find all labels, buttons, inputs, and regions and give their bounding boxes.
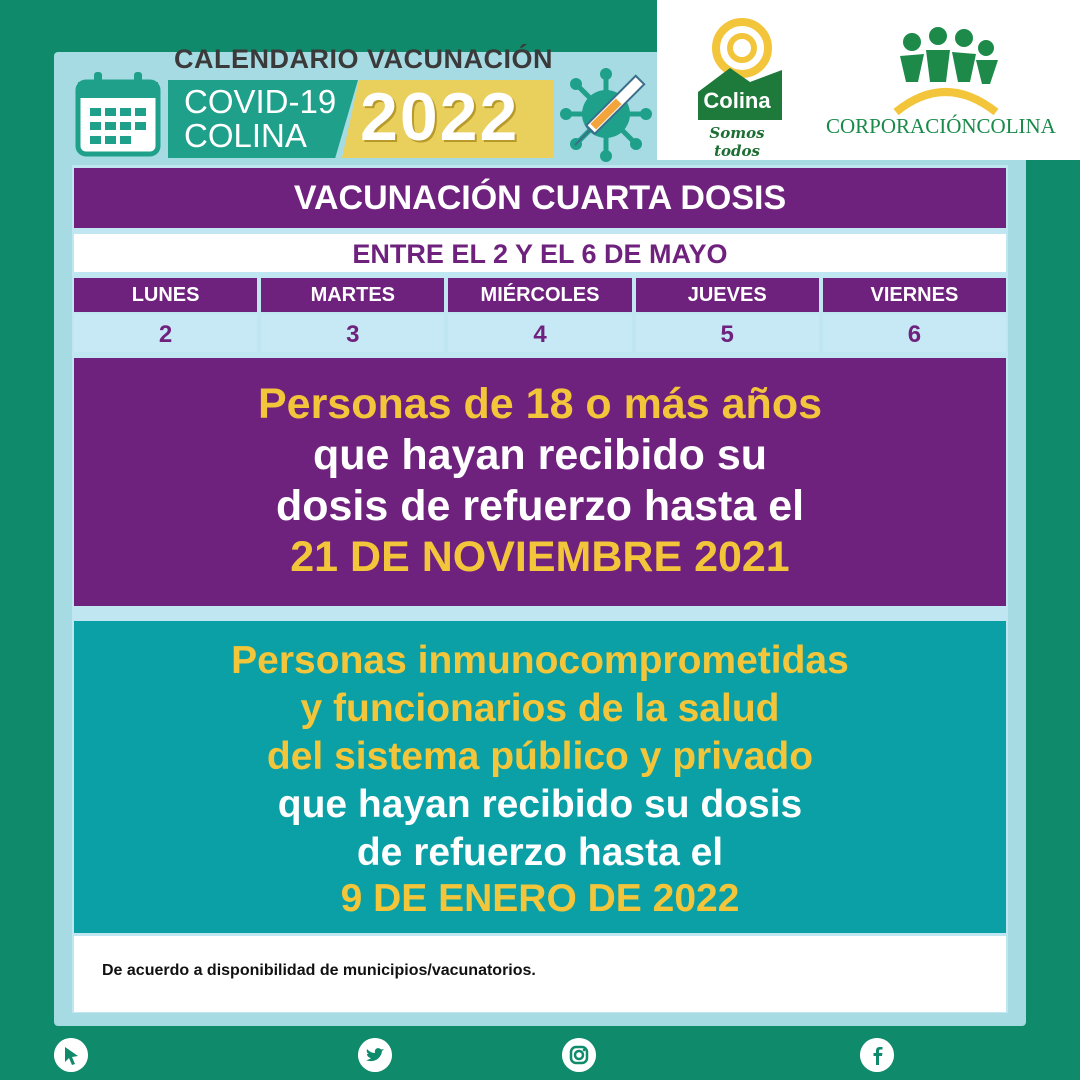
facebook-icon[interactable] xyxy=(860,1038,894,1072)
day-number: 5 xyxy=(636,314,819,352)
weekday-label: MIÉRCOLES xyxy=(448,278,631,312)
twitter-icon[interactable] xyxy=(358,1038,392,1072)
day-number: 3 xyxy=(261,314,444,352)
day-number: 2 xyxy=(74,314,257,352)
block-line: Personas inmunocomprometidas xyxy=(231,639,849,682)
weekday-label: JUEVES xyxy=(636,278,819,312)
calendar-heading: CALENDARIO VACUNACIÓN xyxy=(174,44,553,74)
calendar-icon xyxy=(74,70,162,158)
weekday-label: MARTES xyxy=(261,278,444,312)
eligibility-block-immunocompromised xyxy=(74,621,1006,933)
weekday-label: LUNES xyxy=(74,278,257,312)
date-range: ENTRE EL 2 Y EL 6 DE MAYO xyxy=(74,234,1006,272)
block-line: Personas de 18 o más años xyxy=(257,380,823,428)
corporacion-logo xyxy=(890,26,1000,126)
block-line: 21 DE NOVIEMBRE 2021 xyxy=(290,533,790,581)
block-line: dosis de refuerzo hasta el xyxy=(275,482,805,530)
block-line: del sistema público y privado xyxy=(266,735,814,778)
weekday-row xyxy=(74,278,1006,312)
corporacion-logo-text: CORPORACIÓNCOLINA xyxy=(826,114,1056,138)
weekday-label: VIERNES xyxy=(823,278,1006,312)
footnote: De acuerdo a disponibilidad de municipios/vacunatorios. xyxy=(102,962,536,979)
year-label: 2022 xyxy=(360,79,520,155)
colina-logo-text: Colina xyxy=(703,88,771,113)
day-number-row xyxy=(74,314,1006,352)
eligibility-block-adults xyxy=(74,358,1006,606)
cursor-icon[interactable] xyxy=(54,1038,88,1072)
virus-syringe-icon xyxy=(560,66,652,162)
block-line: de refuerzo hasta el xyxy=(356,831,724,874)
day-number: 4 xyxy=(448,314,631,352)
day-number: 6 xyxy=(823,314,1006,352)
instagram-icon[interactable] xyxy=(562,1038,596,1072)
covid-label: COVID-19 xyxy=(184,83,337,120)
footnote-box xyxy=(74,936,1006,1012)
page-title: VACUNACIÓN CUARTA DOSIS xyxy=(74,168,1006,228)
block-line: 9 DE ENERO DE 2022 xyxy=(340,877,740,920)
block-line: y funcionarios de la salud xyxy=(300,687,780,730)
commune-label: COLINA xyxy=(184,117,307,154)
colina-tagline: Somos todos xyxy=(709,124,765,160)
block-line: que hayan recibido su xyxy=(313,431,767,479)
block-line: que hayan recibido su dosis xyxy=(277,783,803,826)
